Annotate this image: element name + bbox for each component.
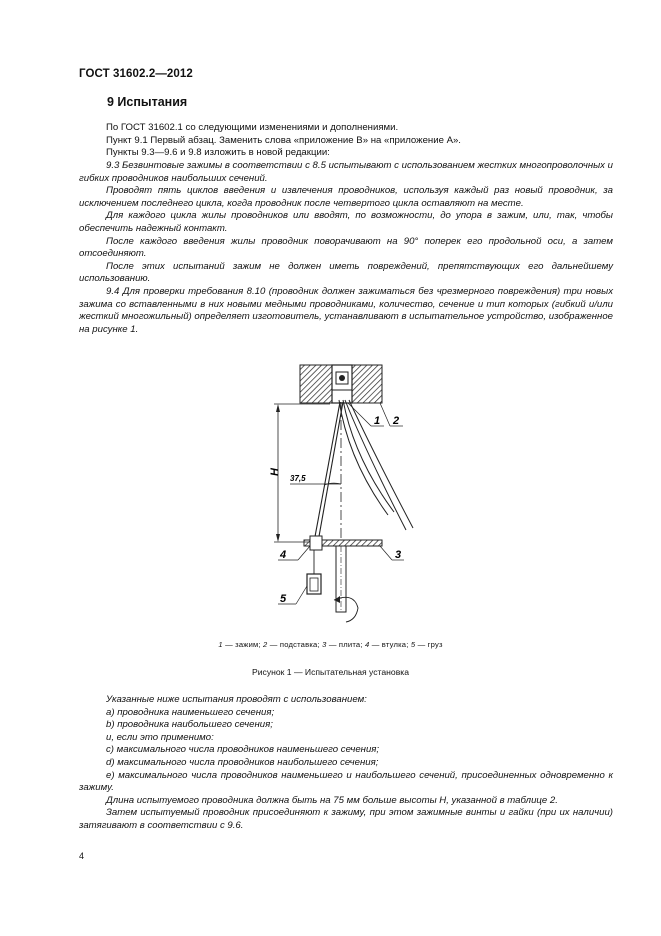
paragraph: Пункты 9.3—9.6 и 9.8 изложить в новой редакции:: [106, 147, 330, 159]
bushing: [310, 536, 322, 550]
paragraph: Длина испытуемого проводника должна быть на 75 мм больше высоты H, указанной в таблице 2.: [106, 794, 558, 806]
conductor-curved-1: [339, 400, 388, 515]
page-number: 4: [79, 851, 85, 861]
paragraph: После каждого введения жилы проводник поворачивают на 90° поперек его продольной оси, а затем отсоединяют.: [79, 235, 613, 260]
label-2: 2: [393, 415, 400, 427]
legend-key: 2: [263, 640, 268, 649]
test-setup-figure: [230, 360, 450, 640]
tested-conductor: [314, 402, 340, 542]
paragraph: и, если это применимо:: [106, 731, 214, 743]
list-item: a) проводника наименьшего сечения;: [106, 706, 275, 718]
paragraph: Пункт 9.1 Первый абзац. Заменить слова «приложение В» на «приложение А».: [106, 134, 461, 146]
angle-label: 37,5: [290, 474, 306, 483]
support-block-left: [300, 365, 332, 403]
paragraph: Для каждого цикла жилы проводников или вводят, по возможности, до упора в зажим, или, так, чтобы обеспечить надежный контакт.: [79, 210, 613, 234]
legend-key: 3: [322, 640, 327, 649]
test-conditions: [79, 694, 613, 833]
section-title: 9 Испытания: [107, 95, 188, 109]
support-block-right: [352, 365, 382, 403]
figure-legend: [0, 640, 661, 649]
clause-9-3-9-4: [79, 160, 613, 336]
tested-conductor-edge: [318, 402, 343, 542]
paragraph: По ГОСТ 31602.1 со следующими изменениями и дополнениями.: [106, 122, 399, 133]
label-4: 4: [280, 549, 287, 561]
list-item: d) максимального числа проводников наибольшего сечения;: [106, 756, 379, 768]
label-1: 1: [374, 415, 381, 427]
legend-text: — подставка;: [267, 640, 323, 649]
figure-caption: Рисунок 1 — Испытательная установка: [251, 667, 409, 677]
height-label: H: [269, 468, 281, 476]
list-item: e) максимального числа проводников наименьшего и наибольшего сечений, присоединенных одновременно к зажиму.: [79, 769, 613, 794]
legend-text: — втулка;: [369, 640, 411, 649]
legend-text: — плита;: [326, 640, 365, 649]
legend-text: — зажим;: [222, 640, 264, 649]
list-item: b) проводника наибольшего сечения;: [106, 719, 273, 731]
clamp-screw-center: [339, 375, 345, 381]
legend-key: 4: [364, 640, 370, 649]
label-3: 3: [395, 549, 402, 561]
paragraph: Проводят пять циклов введения и извлечения проводников, используя каждый раз новый проводник, за исключением последнего цикла, когда проводник после четвертого цикла оставляют на месте.: [79, 185, 613, 209]
paragraph: Затем испытуемый проводник присоединяют к зажиму, при этом зажимные винты и гайки (при их наличии) затягивают в соответствии с 9.6.: [79, 807, 613, 831]
label-5: 5: [280, 593, 287, 605]
paragraph: Указанные ниже испытания проводят с использованием:: [106, 694, 367, 705]
document-header: ГОСТ 31602.2—2012: [79, 68, 193, 80]
intro-paragraphs: [79, 122, 613, 160]
legend-key: 1: [218, 640, 223, 649]
legend-key: 5: [410, 640, 416, 649]
paragraph: 9.4 Для проверки требования 8.10 (проводник должен зажиматься без чрезмерного повреждения) три новых зажима со вставленными в них новыми медными проводниками, количество, сечение и тип которых (гибкий и/или жесткий многожильный) определяет изготовитель, устанавливают в испытательное устройство, изображенное на рисунке 1.: [79, 285, 613, 335]
legend-text: — груз: [415, 640, 443, 649]
paragraph: После этих испытаний зажим не должен иметь повреждений, препятствующих его дальнейшему использованию.: [79, 260, 613, 285]
list-item: c) максимального числа проводников наименьшего сечения;: [106, 744, 380, 756]
paragraph: 9.3 Безвинтовые зажимы в соответствии с 8.5 испытывают с использованием жестких многопроволочных и гибких проводников наибольших сечений.: [79, 160, 613, 184]
